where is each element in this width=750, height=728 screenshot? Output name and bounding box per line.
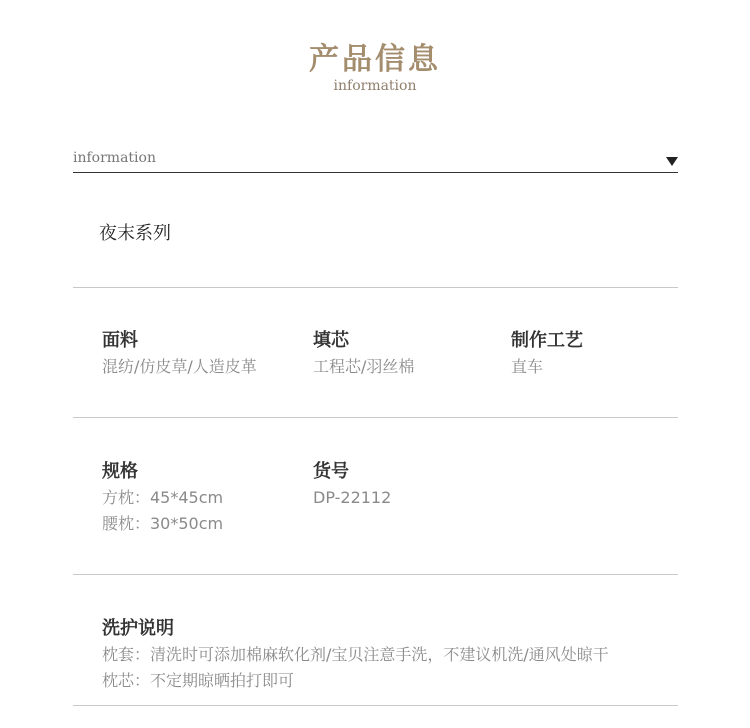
care-line-2: 枕芯：不定期晾晒拍打即可 — [102, 671, 295, 690]
spec-title: 规格 — [102, 461, 138, 482]
care-title: 洗护说明 — [102, 618, 174, 639]
caret-down-icon[interactable] — [666, 157, 678, 166]
filling-value: 工程芯/羽丝棉 — [313, 357, 415, 376]
fabric-title: 面料 — [102, 330, 138, 351]
divider-2 — [73, 417, 678, 418]
dropdown-label: information — [73, 150, 156, 166]
info-dropdown[interactable] — [73, 150, 678, 173]
care-line-1: 枕套：清洗时可添加棉麻软化剂/宝贝注意手洗，不建议机洗/通风处晾干 — [102, 645, 609, 664]
page-subtitle: information — [333, 78, 417, 94]
series-name: 夜末系列 — [99, 223, 171, 244]
spec-line-1: 方枕：45*45cm — [102, 488, 224, 507]
divider-4 — [73, 705, 678, 706]
craft-title: 制作工艺 — [511, 330, 583, 351]
sku-title: 货号 — [313, 461, 349, 482]
fabric-value: 混纺/仿皮草/人造皮革 — [102, 357, 257, 376]
filling-title: 填芯 — [313, 330, 349, 351]
spec-line-2: 腰枕：30*50cm — [102, 514, 224, 533]
divider-1 — [73, 287, 678, 288]
sku-value: DP-22112 — [313, 488, 392, 507]
craft-value: 直车 — [511, 357, 544, 376]
page-title: 产品信息 — [309, 42, 441, 77]
divider-3 — [73, 574, 678, 575]
